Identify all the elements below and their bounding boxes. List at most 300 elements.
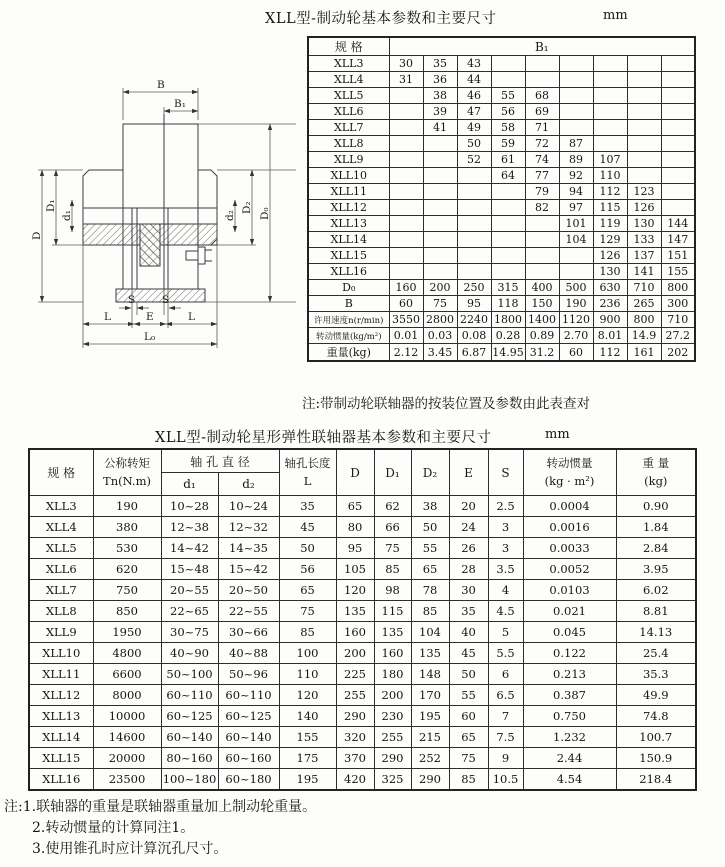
upper-header-b1: B₁ <box>389 37 695 56</box>
value-cell: 420 <box>336 769 374 791</box>
value-cell: 98 <box>374 580 411 601</box>
value-cell: 74 <box>525 152 559 168</box>
value-cell: 1.232 <box>523 727 616 748</box>
value-cell <box>661 120 695 136</box>
value-cell: 0.03 <box>423 328 457 344</box>
value-cell: 35.3 <box>616 664 696 685</box>
footnote-1: 注:1.联轴器的重量是联轴器重量加上制动轮重量。 <box>4 799 317 815</box>
lower-header-d1: d₁ <box>161 473 218 496</box>
value-cell: 6.5 <box>488 685 523 706</box>
value-cell <box>627 72 661 88</box>
lower-header-D2: D₂ <box>411 449 449 496</box>
value-cell <box>559 120 593 136</box>
value-cell: 225 <box>336 664 374 685</box>
lower-header-spec: 规 格 <box>29 449 93 496</box>
value-cell: 147 <box>661 232 695 248</box>
value-cell: 2.12 <box>389 344 423 362</box>
value-cell <box>491 232 525 248</box>
value-cell: 49 <box>457 120 491 136</box>
value-cell: 26 <box>449 538 488 559</box>
value-cell: 89 <box>559 152 593 168</box>
dim-label-l-right: L <box>188 311 195 323</box>
upper-title: XLL型-制动轮基本参数和主要尺寸 <box>265 11 497 27</box>
value-cell: 710 <box>627 280 661 296</box>
table-row <box>308 168 695 184</box>
value-cell <box>627 168 661 184</box>
row-label-cell: XLL4 <box>29 517 93 538</box>
value-cell: 40~90 <box>161 643 218 664</box>
value-cell: 24 <box>449 517 488 538</box>
row-label-cell: XLL16 <box>29 769 93 791</box>
value-cell: 14~35 <box>218 538 279 559</box>
value-cell <box>491 72 525 88</box>
value-cell: 110 <box>593 168 627 184</box>
row-label-cell: 重量(kg) <box>308 344 389 362</box>
value-cell: 9 <box>488 748 523 769</box>
value-cell: 85 <box>374 559 411 580</box>
value-cell <box>593 88 627 104</box>
value-cell: 112 <box>593 184 627 200</box>
value-cell: 800 <box>627 312 661 328</box>
value-cell: 2.70 <box>559 328 593 344</box>
value-cell: 40~88 <box>218 643 279 664</box>
table-row <box>308 56 695 72</box>
coupling-outline <box>83 114 217 302</box>
table-row <box>308 232 695 248</box>
value-cell: 218.4 <box>616 769 696 791</box>
value-cell: 60~140 <box>161 727 218 748</box>
value-cell: 59 <box>491 136 525 152</box>
value-cell: 160 <box>389 280 423 296</box>
row-label-cell: XLL13 <box>308 216 389 232</box>
value-cell: 5.5 <box>488 643 523 664</box>
value-cell <box>661 152 695 168</box>
value-cell: 92 <box>559 168 593 184</box>
value-cell: 7.5 <box>488 727 523 748</box>
value-cell <box>389 232 423 248</box>
value-cell <box>661 184 695 200</box>
table-row <box>308 200 695 216</box>
value-cell: 215 <box>411 727 449 748</box>
value-cell: 68 <box>525 88 559 104</box>
upper-header-spec: 规 格 <box>308 37 389 56</box>
row-label-cell: XLL14 <box>29 727 93 748</box>
value-cell: 150 <box>525 296 559 312</box>
table-row <box>29 538 696 559</box>
row-label-cell: XLL5 <box>29 538 93 559</box>
value-cell: 290 <box>411 769 449 791</box>
value-cell: 133 <box>627 232 661 248</box>
lower-unit-label: mm <box>545 427 570 442</box>
value-cell <box>457 232 491 248</box>
value-cell: 10.5 <box>488 769 523 791</box>
value-cell: 850 <box>93 601 161 622</box>
value-cell: 6.02 <box>616 580 696 601</box>
table-row <box>29 496 696 517</box>
value-cell: 97 <box>559 200 593 216</box>
value-cell <box>389 200 423 216</box>
value-cell <box>423 168 457 184</box>
value-cell <box>559 264 593 280</box>
value-cell: 0.0103 <box>523 580 616 601</box>
value-cell: 77 <box>525 168 559 184</box>
value-cell: 800 <box>661 280 695 296</box>
value-cell: 3.45 <box>423 344 457 362</box>
value-cell: 200 <box>423 280 457 296</box>
value-cell: 60~125 <box>218 706 279 727</box>
dim-label-d2: d₂ <box>224 210 236 221</box>
value-cell: 6 <box>488 664 523 685</box>
value-cell: 3 <box>488 517 523 538</box>
value-cell: 0.387 <box>523 685 616 706</box>
value-cell: 1.84 <box>616 517 696 538</box>
value-cell: 190 <box>93 496 161 517</box>
value-cell: 35 <box>449 601 488 622</box>
value-cell: 22~55 <box>218 601 279 622</box>
value-cell: 104 <box>559 232 593 248</box>
value-cell: 60 <box>449 706 488 727</box>
value-cell: 100 <box>279 643 336 664</box>
value-cell <box>423 248 457 264</box>
lower-table-header-row1 <box>29 449 696 473</box>
value-cell <box>389 168 423 184</box>
value-cell: 6.87 <box>457 344 491 362</box>
value-cell: 0.750 <box>523 706 616 727</box>
row-label-cell: XLL9 <box>29 622 93 643</box>
table-row <box>29 517 696 538</box>
upper-table-header-row <box>308 37 695 56</box>
value-cell: 14600 <box>93 727 161 748</box>
value-cell: 0.0033 <box>523 538 616 559</box>
value-cell: 144 <box>661 216 695 232</box>
value-cell: 137 <box>627 248 661 264</box>
value-cell: 0.01 <box>389 328 423 344</box>
value-cell: 155 <box>661 264 695 280</box>
value-cell: 72 <box>525 136 559 152</box>
value-cell: 119 <box>593 216 627 232</box>
value-cell: 0.0052 <box>523 559 616 580</box>
table-row <box>308 280 695 296</box>
value-cell: 370 <box>336 748 374 769</box>
table-row <box>29 727 696 748</box>
value-cell: 78 <box>411 580 449 601</box>
value-cell: 118 <box>491 296 525 312</box>
value-cell: 60~110 <box>161 685 218 706</box>
table-row <box>29 580 696 601</box>
value-cell: 80~160 <box>161 748 218 769</box>
lower-header-weight: 重 量 (kg) <box>616 449 696 496</box>
value-cell <box>389 88 423 104</box>
table-row <box>308 88 695 104</box>
value-cell: 61 <box>491 152 525 168</box>
value-cell <box>389 120 423 136</box>
value-cell <box>457 216 491 232</box>
row-label-cell: XLL6 <box>308 104 389 120</box>
value-cell <box>423 232 457 248</box>
row-label-cell: XLL8 <box>29 601 93 622</box>
row-label-cell: XLL15 <box>308 248 389 264</box>
value-cell: 7 <box>488 706 523 727</box>
footnote-3: 3.使用锥孔时应计算沉孔尺寸。 <box>32 841 228 857</box>
value-cell: 55 <box>411 538 449 559</box>
coupling-section-drawing <box>28 72 308 382</box>
value-cell: 12~32 <box>218 517 279 538</box>
value-cell: 150.9 <box>616 748 696 769</box>
value-cell: 50 <box>411 517 449 538</box>
value-cell <box>593 72 627 88</box>
value-cell: 52 <box>457 152 491 168</box>
value-cell: 60~140 <box>218 727 279 748</box>
value-cell <box>457 168 491 184</box>
value-cell: 1400 <box>525 312 559 328</box>
value-cell: 74.8 <box>616 706 696 727</box>
value-cell: 75 <box>449 748 488 769</box>
value-cell: 135 <box>336 601 374 622</box>
value-cell: 10~24 <box>218 496 279 517</box>
bolt <box>186 247 212 264</box>
value-cell: 2800 <box>423 312 457 328</box>
dim-label-b: B <box>157 79 165 91</box>
table-row <box>29 748 696 769</box>
value-cell: 60~180 <box>218 769 279 791</box>
value-cell: 20 <box>449 496 488 517</box>
value-cell: 161 <box>627 344 661 362</box>
table-row <box>308 296 695 312</box>
footnotes <box>4 797 316 860</box>
dim-label-d1: d₁ <box>61 210 73 221</box>
value-cell <box>627 152 661 168</box>
value-cell: 620 <box>93 559 161 580</box>
upper-unit-label: mm <box>603 8 628 23</box>
value-cell: 62 <box>374 496 411 517</box>
value-cell <box>559 248 593 264</box>
value-cell <box>627 88 661 104</box>
value-cell: 140 <box>279 706 336 727</box>
value-cell: 15~42 <box>218 559 279 580</box>
value-cell: 28 <box>449 559 488 580</box>
value-cell <box>491 264 525 280</box>
row-label-cell: XLL4 <box>308 72 389 88</box>
value-cell: 175 <box>279 748 336 769</box>
value-cell: 500 <box>559 280 593 296</box>
table-row <box>29 622 696 643</box>
value-cell: 31.2 <box>525 344 559 362</box>
value-cell: 5 <box>488 622 523 643</box>
value-cell: 64 <box>491 168 525 184</box>
value-cell: 135 <box>411 643 449 664</box>
row-label-cell: XLL14 <box>308 232 389 248</box>
value-cell <box>661 72 695 88</box>
value-cell: 60~125 <box>161 706 218 727</box>
value-cell: 4.5 <box>488 601 523 622</box>
coupling-parameters-table <box>28 448 697 791</box>
value-cell: 900 <box>593 312 627 328</box>
value-cell: 55 <box>449 685 488 706</box>
value-cell: 38 <box>423 88 457 104</box>
dim-label-d1-cap: D₁ <box>45 199 57 212</box>
value-cell: 255 <box>336 685 374 706</box>
value-cell <box>525 264 559 280</box>
value-cell: 65 <box>279 580 336 601</box>
value-cell: 47 <box>457 104 491 120</box>
value-cell <box>423 200 457 216</box>
dimension-lines <box>38 88 296 348</box>
value-cell <box>389 104 423 120</box>
dim-label-l0: L₀ <box>144 331 156 343</box>
dim-label-l-left: L <box>104 311 111 323</box>
value-cell: 85 <box>411 601 449 622</box>
value-cell: 3 <box>488 538 523 559</box>
value-cell: 45 <box>279 517 336 538</box>
value-cell: 100.7 <box>616 727 696 748</box>
row-label-cell: 许用速度n(r/min) <box>308 312 389 328</box>
value-cell: 20~55 <box>161 580 218 601</box>
value-cell: 0.90 <box>616 496 696 517</box>
row-label-cell: XLL12 <box>308 200 389 216</box>
dim-label-d2-cap: D₂ <box>241 201 253 214</box>
lower-header-D: D <box>336 449 374 496</box>
value-cell: 750 <box>93 580 161 601</box>
value-cell <box>525 72 559 88</box>
value-cell <box>661 104 695 120</box>
lower-header-torque: 公称转矩 Tn(N.m) <box>93 449 161 496</box>
value-cell <box>491 216 525 232</box>
value-cell <box>423 216 457 232</box>
value-cell: 25.4 <box>616 643 696 664</box>
row-label-cell: XLL6 <box>29 559 93 580</box>
value-cell: 195 <box>411 706 449 727</box>
table-row <box>308 120 695 136</box>
value-cell: 2.44 <box>523 748 616 769</box>
value-cell: 6600 <box>93 664 161 685</box>
row-label-cell: 转动惯量(kg/m²) <box>308 328 389 344</box>
value-cell: 95 <box>457 296 491 312</box>
value-cell: 65 <box>449 727 488 748</box>
value-cell <box>457 200 491 216</box>
value-cell <box>559 72 593 88</box>
value-cell <box>661 136 695 152</box>
value-cell: 60 <box>559 344 593 362</box>
value-cell: 160 <box>374 643 411 664</box>
value-cell: 23500 <box>93 769 161 791</box>
value-cell: 155 <box>279 727 336 748</box>
table-row <box>308 248 695 264</box>
value-cell: 14.95 <box>491 344 525 362</box>
value-cell: 60 <box>389 296 423 312</box>
value-cell: 250 <box>457 280 491 296</box>
row-label-cell: XLL13 <box>29 706 93 727</box>
value-cell <box>491 248 525 264</box>
value-cell: 60~160 <box>218 748 279 769</box>
value-cell: 129 <box>593 232 627 248</box>
value-cell <box>423 264 457 280</box>
value-cell: 30~66 <box>218 622 279 643</box>
row-label-cell: XLL7 <box>29 580 93 601</box>
row-label-cell: XLL10 <box>308 168 389 184</box>
dim-label-b1: B₁ <box>174 98 186 110</box>
value-cell <box>389 264 423 280</box>
value-cell: 126 <box>627 200 661 216</box>
value-cell: 38 <box>411 496 449 517</box>
value-cell <box>627 136 661 152</box>
value-cell: 8.81 <box>616 601 696 622</box>
value-cell: 252 <box>411 748 449 769</box>
lower-header-E: E <box>449 449 488 496</box>
value-cell <box>389 216 423 232</box>
value-cell: 30~75 <box>161 622 218 643</box>
value-cell <box>627 104 661 120</box>
value-cell: 148 <box>411 664 449 685</box>
value-cell: 400 <box>525 280 559 296</box>
value-cell: 3550 <box>389 312 423 328</box>
value-cell: 85 <box>449 769 488 791</box>
table-row <box>29 685 696 706</box>
value-cell: 123 <box>627 184 661 200</box>
row-label-cell: XLL11 <box>29 664 93 685</box>
value-cell: 46 <box>457 88 491 104</box>
value-cell <box>423 136 457 152</box>
value-cell: 79 <box>525 184 559 200</box>
row-label-cell: D₀ <box>308 280 389 296</box>
value-cell: 300 <box>661 296 695 312</box>
value-cell: 44 <box>457 72 491 88</box>
value-cell: 130 <box>593 264 627 280</box>
value-cell: 236 <box>593 296 627 312</box>
value-cell: 0.89 <box>525 328 559 344</box>
value-cell: 3.95 <box>616 559 696 580</box>
value-cell: 55 <box>491 88 525 104</box>
value-cell: 10000 <box>93 706 161 727</box>
value-cell <box>627 120 661 136</box>
footnote-2: 2.转动惯量的计算同注1。 <box>32 820 195 836</box>
value-cell: 30 <box>449 580 488 601</box>
row-label-cell: XLL16 <box>308 264 389 280</box>
value-cell <box>661 56 695 72</box>
table-row <box>29 643 696 664</box>
value-cell <box>423 184 457 200</box>
value-cell: 180 <box>374 664 411 685</box>
row-label-cell: XLL3 <box>29 496 93 517</box>
value-cell: 265 <box>627 296 661 312</box>
value-cell: 4.54 <box>523 769 616 791</box>
value-cell: 95 <box>336 538 374 559</box>
value-cell: 85 <box>279 622 336 643</box>
value-cell: 4 <box>488 580 523 601</box>
brake-wheel-table <box>307 36 696 362</box>
value-cell: 50 <box>279 538 336 559</box>
value-cell: 40 <box>449 622 488 643</box>
value-cell: 10~28 <box>161 496 218 517</box>
value-cell: 43 <box>457 56 491 72</box>
lower-header-bore: 轴 孔 直 径 <box>161 449 279 473</box>
row-label-cell: B <box>308 296 389 312</box>
row-label-cell: XLL5 <box>308 88 389 104</box>
value-cell: 105 <box>336 559 374 580</box>
value-cell: 14.13 <box>616 622 696 643</box>
value-cell: 75 <box>374 538 411 559</box>
value-cell: 2.84 <box>616 538 696 559</box>
value-cell: 69 <box>525 104 559 120</box>
table-row <box>308 136 695 152</box>
row-label-cell: XLL7 <box>308 120 389 136</box>
value-cell: 101 <box>559 216 593 232</box>
value-cell: 200 <box>336 643 374 664</box>
table-row <box>308 184 695 200</box>
value-cell: 126 <box>593 248 627 264</box>
lower-header-length: 轴孔长度 L <box>279 449 336 496</box>
table-row <box>308 312 695 328</box>
value-cell: 0.122 <box>523 643 616 664</box>
